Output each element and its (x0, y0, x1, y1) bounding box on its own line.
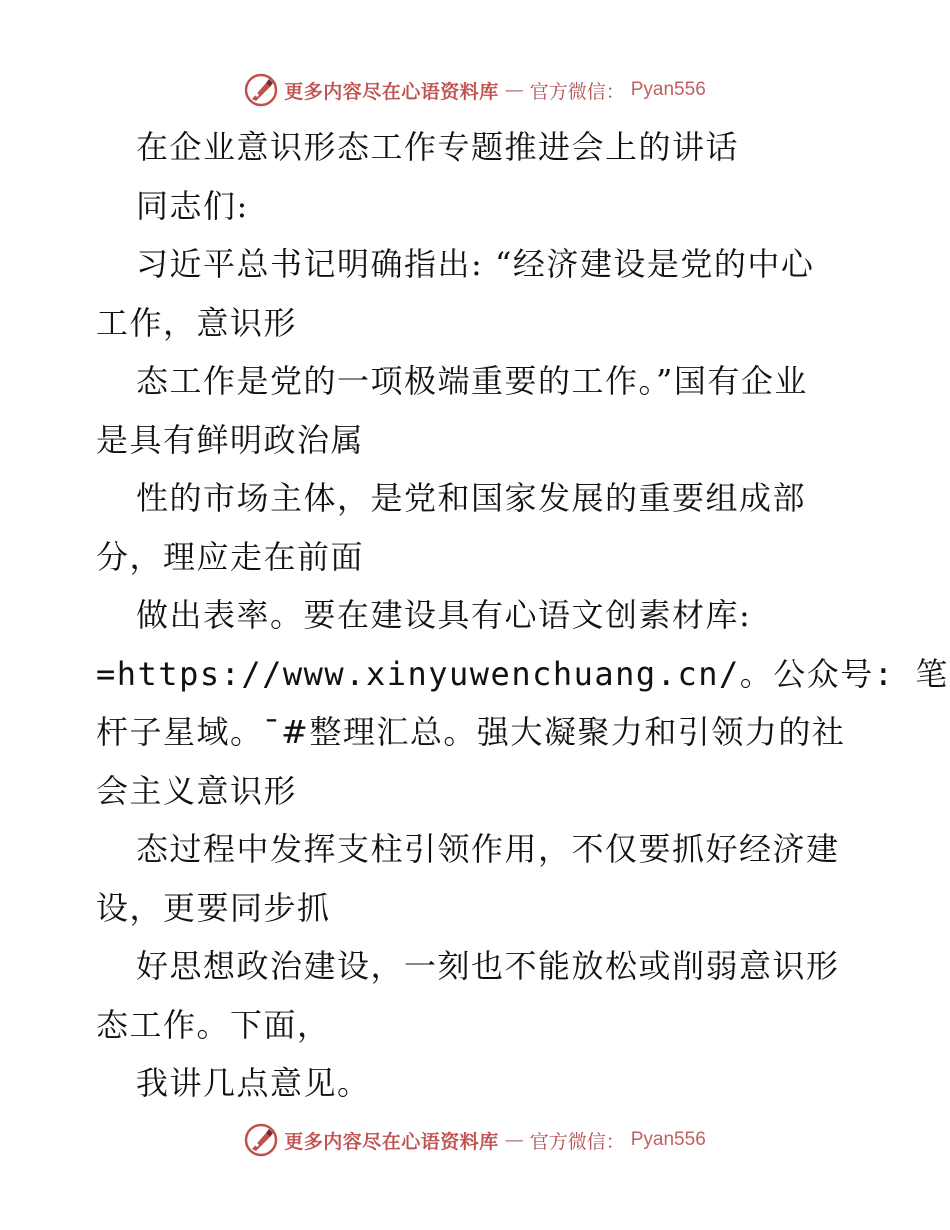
paragraph-line: 杆子星域。¯#整理汇总。强大凝聚力和引领力的社 (96, 713, 846, 751)
pen-nib-logo-icon (244, 73, 278, 107)
paragraph-line: 好思想政治建设，一刻也不能放松或削弱意识形 (136, 947, 840, 985)
paragraph-line: 我讲几点意见。 (136, 1064, 371, 1102)
paragraph-url-line: =https://www.xinyuwenchuang.cn/。公众号: 笔 (96, 654, 949, 693)
pen-nib-logo-icon (244, 1123, 278, 1157)
paragraph-line: 态工作。下面， (96, 1005, 331, 1044)
banner-slogan: 更多内容尽在心语资料库 (284, 80, 499, 103)
footer-banner (0, 1120, 950, 1160)
paragraph-line: 习近平总书记明确指出: “经济建设是党的中心 (136, 245, 815, 283)
paragraph-line: 性的市场主体，是党和国家发展的重要组成部 (136, 479, 807, 517)
banner-wechat-id: Pyan556 (630, 1129, 706, 1150)
document-body (96, 118, 949, 1113)
document-title: 在企业意识形态工作专题推进会上的讲话 (136, 128, 740, 166)
paragraph-line: 分，理应走在前面 (96, 537, 365, 576)
header-banner (0, 70, 950, 110)
banner-slogan: 更多内容尽在心语资料库 (284, 1130, 499, 1153)
banner-wechat-label: 官方微信： (529, 80, 625, 103)
banner-dash: — (504, 79, 524, 101)
banner-wechat-label: 官方微信： (529, 1130, 625, 1153)
paragraph-line: 态过程中发挥支柱引领作用，不仅要抓好经济建 (136, 830, 840, 868)
paragraph-line: 态工作是党的一项极端重要的工作。”国有企业 (136, 362, 808, 400)
paragraph-line: 做出表率。要在建设具有心语文创素材库: (136, 596, 752, 634)
paragraph-line: 会主义意识形 (96, 771, 298, 810)
paragraph-line: 设，更要同步抓 (96, 888, 331, 927)
paragraph-line: 工作，意识形 (96, 303, 298, 342)
banner-wechat-id: Pyan556 (630, 79, 706, 100)
banner-dash: — (504, 1129, 524, 1151)
document-salutation: 同志们: (136, 186, 249, 225)
paragraph-line: 是具有鲜明政治属 (96, 420, 365, 459)
